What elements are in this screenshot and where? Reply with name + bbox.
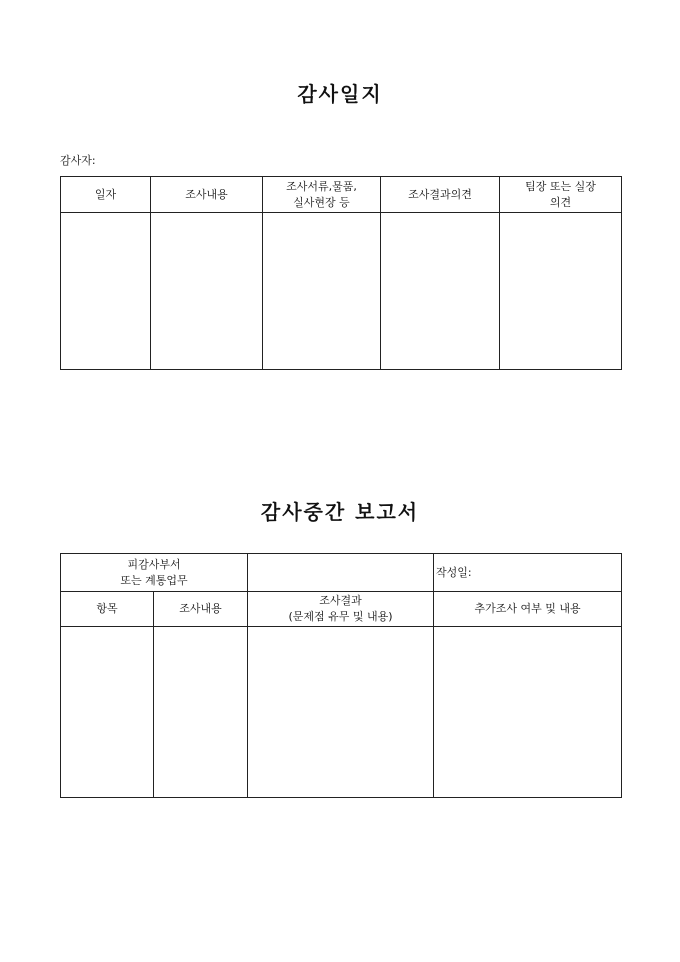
- header-result: 조사결과의견: [381, 177, 500, 213]
- cell-lead-opinion[interactable]: [500, 213, 622, 370]
- header-content: 조사내용: [151, 177, 263, 213]
- header-docs-line2: 실사현장 등: [293, 195, 350, 209]
- cell-followup[interactable]: [434, 627, 622, 798]
- dept-label-line1: 피감사부서: [127, 557, 181, 571]
- audit-log-title: 감사일지: [297, 82, 383, 106]
- cell-result[interactable]: [248, 627, 434, 798]
- auditor-label: 감사자:: [60, 154, 96, 167]
- header-item: 항목: [61, 592, 154, 627]
- cell-content[interactable]: [154, 627, 248, 798]
- cell-content[interactable]: [151, 213, 263, 370]
- cell-result[interactable]: [381, 213, 500, 370]
- dept-row: [61, 554, 622, 592]
- header-result-line1: 조사결과: [319, 594, 362, 607]
- cell-docs[interactable]: [263, 213, 381, 370]
- table-row: [61, 213, 622, 370]
- header-lead-line1: 팀장 또는 실장: [525, 179, 596, 193]
- cell-item[interactable]: [61, 627, 154, 798]
- date-label[interactable]: 작성일:: [434, 554, 622, 592]
- interim-report-table: [60, 553, 622, 798]
- header-result: [248, 592, 434, 627]
- header-lead-opinion: [500, 177, 622, 213]
- header-lead-line2: 의견: [549, 195, 572, 209]
- header-docs: [263, 177, 381, 213]
- interim-report-title: 감사중간 보고서: [260, 500, 420, 524]
- table-header-row: [61, 177, 622, 213]
- header-followup: 추가조사 여부 및 내용: [434, 592, 622, 627]
- table-header-row: [61, 592, 622, 627]
- header-content: 조사내용: [154, 592, 248, 627]
- dept-label-line2: 또는 계통업무: [120, 573, 188, 587]
- dept-value-cell[interactable]: [248, 554, 434, 592]
- header-docs-line1: 조사서류,물품,: [286, 179, 357, 193]
- audit-log-table: [60, 176, 622, 370]
- cell-date[interactable]: [61, 213, 151, 370]
- header-result-line2: (문제점 유무 및 내용): [288, 610, 393, 623]
- header-date: 일자: [61, 177, 151, 213]
- dept-label: [61, 554, 248, 592]
- table-row: [61, 627, 622, 798]
